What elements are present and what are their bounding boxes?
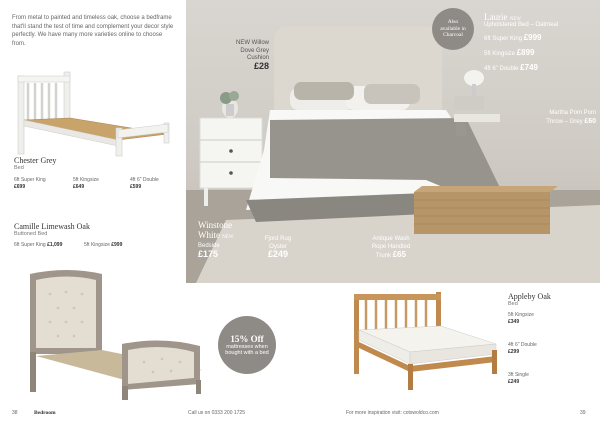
martha-name: Martha Pom Pom [549, 110, 596, 116]
appleby-price-value: £249 [508, 378, 520, 385]
discount-headline: 15% Off [230, 333, 264, 344]
antique-price: £65 [392, 250, 407, 259]
chester-name: Chester Grey [14, 156, 57, 165]
appleby-price-2 [508, 342, 537, 355]
laurie-size-label: 5ft Kingsize [484, 51, 516, 57]
appleby-size-label: 5ft Kingsize [508, 312, 534, 318]
website-text: For more inspiration visit: cotswoldco.com [346, 410, 439, 416]
right-page-number: 39 [580, 410, 586, 416]
laurie-price-value: £899 [516, 48, 535, 57]
willow-caption [209, 40, 269, 70]
appleby-oak-bed-image [340, 290, 500, 398]
appleby-price-value: £299 [508, 348, 520, 355]
laurie-price-value: £999 [523, 33, 542, 42]
winstone-price: £175 [198, 249, 219, 259]
willow-price: £28 [253, 60, 269, 71]
appleby-type: Bed [508, 301, 518, 307]
martha-line2: Throw – Grey [546, 118, 583, 125]
willow-name: Willow [251, 40, 269, 46]
antique-name1: Antique Wash [372, 236, 410, 242]
chester-price-value: £599 [130, 183, 142, 190]
appleby-price-1 [508, 312, 534, 325]
laurie-subtitle: Upholstered Bed – Oatmeal [484, 22, 559, 28]
discount-text: mattresses when bought with a bed [225, 343, 269, 356]
laurie-caption [484, 12, 596, 72]
camille-price-value: £999 [111, 242, 123, 248]
discount-badge [218, 316, 276, 374]
appleby-price-value: £349 [508, 318, 520, 325]
laurie-name: Laurie [484, 12, 508, 22]
chester-price-3 [130, 177, 159, 190]
camille-size-label: 6ft Super King [14, 242, 46, 248]
martha-price: £60 [584, 117, 596, 125]
martha-caption [528, 110, 596, 126]
willow-line2: Dove Grey [240, 47, 269, 54]
laurie-size-label: 6ft Super King [484, 36, 523, 42]
intro-text: From metal to painted and timeless oak, choose a bedframe that'll stand the test of time and complement your decor style perfectly. We have many more varieties online to choose from. [12, 15, 174, 47]
camille-size-label: 5ft Kingsize [84, 242, 110, 248]
camille-price-value: £1,099 [47, 242, 63, 248]
fjord-price: £249 [267, 249, 289, 259]
chester-price-value: £699 [14, 183, 26, 190]
also-available-badge: Also available in Charcoal [432, 8, 474, 50]
camille-price-2 [84, 242, 122, 249]
fjord-name2: Oyster [269, 243, 287, 250]
chester-size-label: 4ft 6" Double [130, 177, 159, 183]
chester-grey-bed-image [8, 68, 178, 158]
appleby-size-label: 4ft 6" Double [508, 342, 537, 348]
winstone-type: Bedside [198, 243, 220, 249]
phone-text: Call us on 0333 200 1725 [188, 410, 245, 416]
camille-type: Buttoned Bed [14, 231, 48, 237]
willow-new-tag: NEW [235, 40, 250, 46]
camille-price-1 [14, 242, 62, 249]
fjord-caption [258, 236, 298, 259]
chester-price-1 [14, 177, 46, 190]
winstone-name1: Winstone [198, 220, 233, 230]
laurie-price-value: £749 [520, 63, 538, 72]
camille-name: Camille Limewash Oak [14, 222, 90, 231]
appleby-price-3 [508, 372, 529, 385]
appleby-size-label: 3ft Single [508, 372, 529, 378]
appleby-name: Appleby Oak [508, 292, 551, 301]
antique-name2: Rope Handled [371, 243, 411, 250]
left-page-number: 38 [12, 410, 18, 416]
camille-bed-image [22, 264, 212, 404]
winstone-name2: White [198, 230, 220, 240]
section-title: Bedroom [34, 410, 56, 416]
laurie-size-label: 4ft 6" Double [484, 66, 519, 72]
winstone-new-tag: NEW [222, 235, 234, 240]
chester-size-label: 5ft Kingsize [73, 177, 99, 183]
laurie-new-tag: NEW [509, 17, 522, 22]
antique-caption [368, 236, 414, 261]
fjord-name1: Fjord Rug [264, 236, 292, 242]
antique-name3: Trunk [375, 253, 392, 259]
chester-size-label: 6ft Super King [14, 177, 46, 183]
chester-type: Bed [14, 165, 24, 171]
chester-price-value: £649 [73, 183, 85, 190]
chester-price-2 [73, 177, 99, 190]
willow-line3: Cushion [246, 55, 269, 61]
